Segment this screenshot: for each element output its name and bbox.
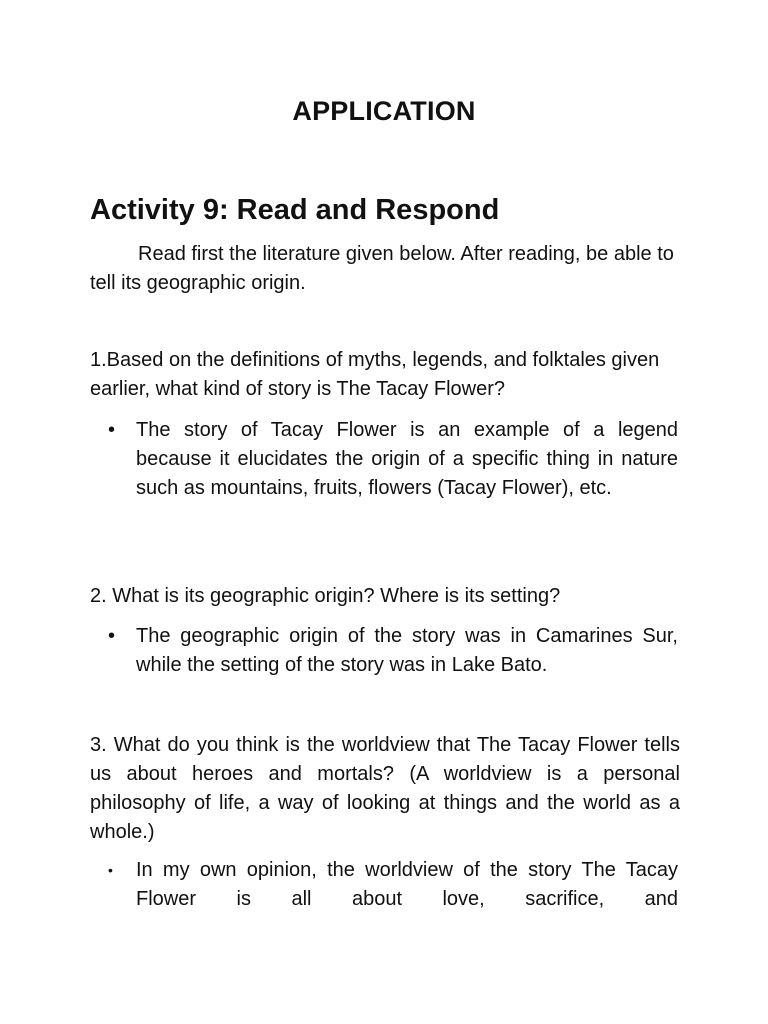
question-1: 1.Based on the definitions of myths, legends, and folktales given earlier, what kind of story is The Tacay Flower? [90,349,660,400]
answer-3-item [108,856,678,914]
activity-heading: Activity 9: Read and Respond [90,194,500,226]
answer-2-item [108,622,678,680]
bullet-icon: • [108,862,113,878]
intro-paragraph: Read first the literature given below. After reading, be able to tell its geographic origin. [90,243,674,294]
question-3: 3. What do you think is the worldview that The Tacay Flower tells us about heroes and mortals? (A worldview is a personal philosophy of life, a way of looking at things and the world as a whole.) [90,734,680,843]
question-2: 2. What is its geographic origin? Where is its setting? [90,585,561,607]
bullet-icon: • [108,625,116,647]
answer-3: In my own opinion, the worldview of the story The Tacay Flower is all about love, sacrifice, and [136,859,678,910]
answer-1-item [108,416,678,503]
answer-1: The story of Tacay Flower is an example of a legend because it elucidates the origin of a specific thing in nature such as mountains, fruits, flowers (Tacay Flower), etc. [136,419,678,499]
answer-2: The geographic origin of the story was in Camarines Sur, while the setting of the story was in Lake Bato. [136,625,678,676]
page-title: APPLICATION [292,96,476,126]
bullet-icon: • [108,419,116,441]
